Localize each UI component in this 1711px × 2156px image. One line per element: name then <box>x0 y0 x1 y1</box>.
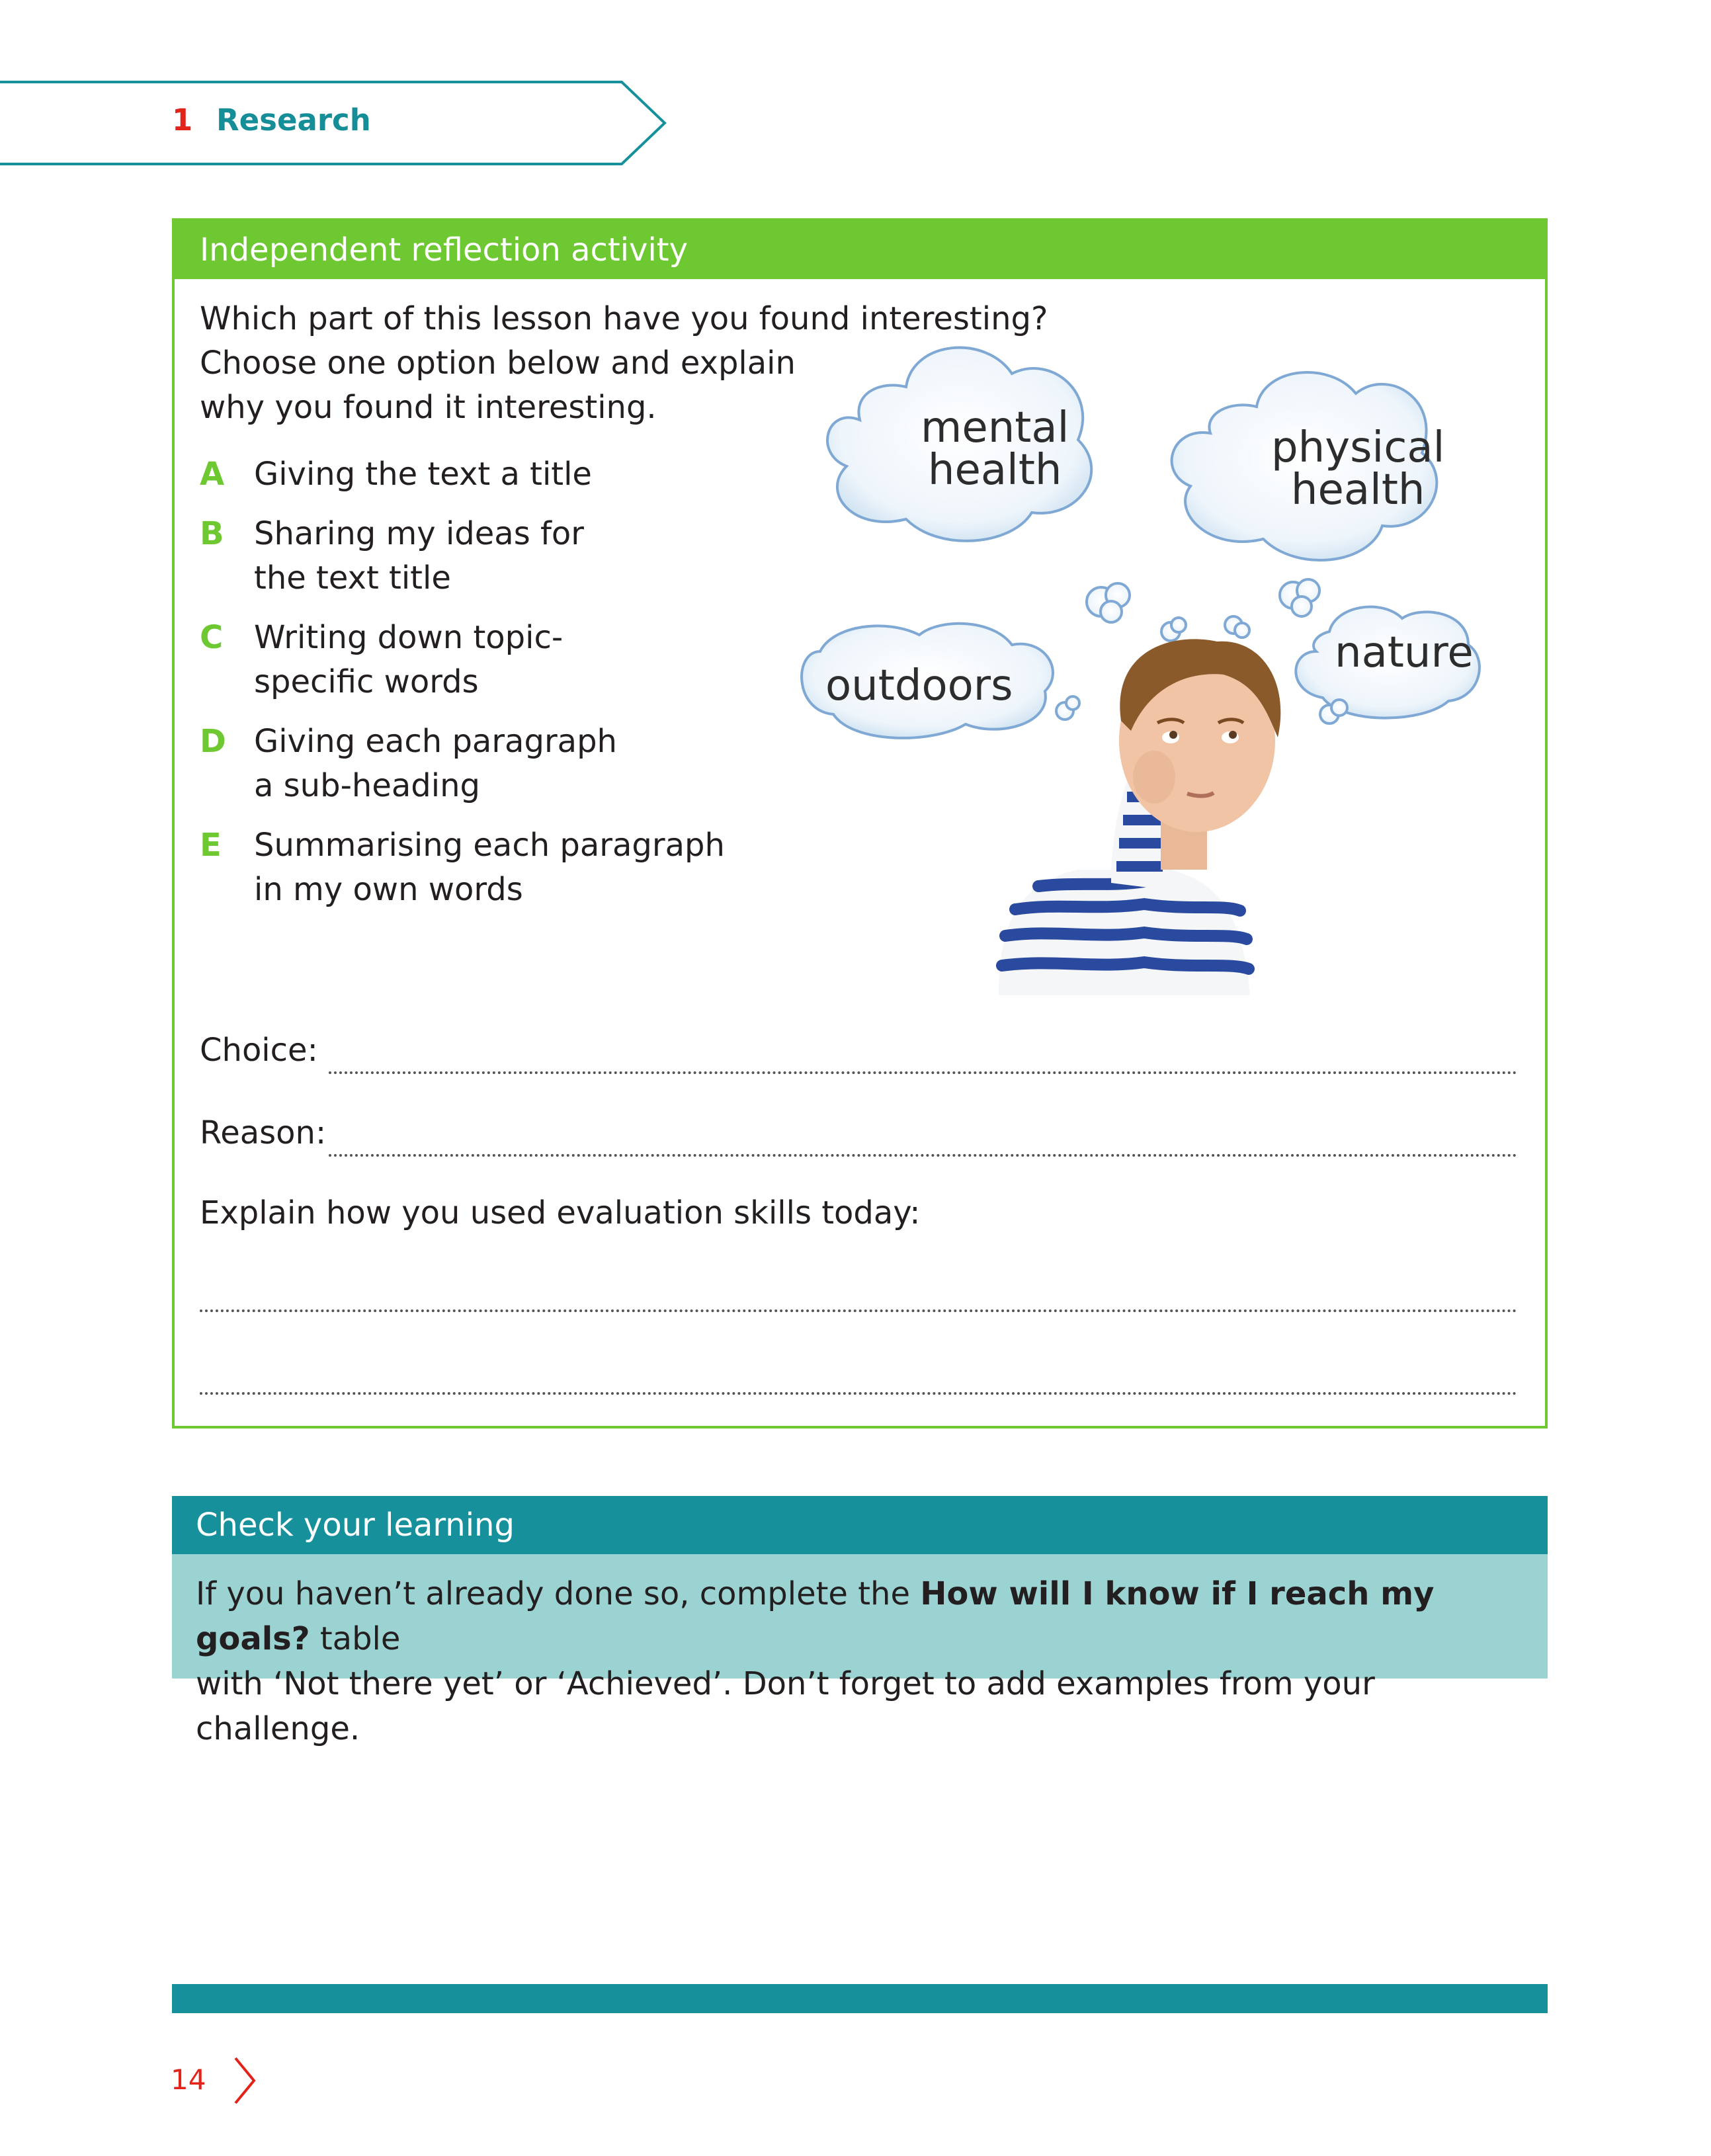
check-text-line-2: with ‘Not there yet’ or ‘Achieved’. Don’t forget to add examples from your challenge. <box>196 1665 1375 1747</box>
cloud-label-physical <box>1271 423 1445 515</box>
explain-answer-line[interactable] <box>200 1392 1517 1395</box>
option-letter: A <box>200 456 225 493</box>
reflection-header: Independent reflection activity <box>175 221 1545 279</box>
option-letter: E <box>200 827 222 864</box>
check-text-line-1 <box>196 1571 1524 1661</box>
page-number: 14 <box>171 2063 206 2096</box>
option-text-line: in my own words <box>254 871 523 908</box>
option-text-line: specific words <box>254 663 479 700</box>
check-learning-body <box>172 1554 1548 1747</box>
prompt-line: why you found it interesting. <box>200 389 657 426</box>
chapter-title: Research <box>216 103 371 138</box>
footer-bar <box>172 1984 1548 2013</box>
cloud-text-line: physical <box>1271 423 1445 472</box>
option-text <box>254 616 730 704</box>
option-text-line: Giving the text a title <box>254 456 592 493</box>
option-letter: C <box>200 619 224 656</box>
option-text-line: the text title <box>254 560 451 597</box>
cloud-text-line: mental <box>921 403 1069 452</box>
check-learning-header: Check your learning <box>172 1496 1548 1554</box>
chapter-number: 1 <box>172 103 193 138</box>
option-letter: D <box>200 723 226 760</box>
explain-answer-line[interactable] <box>200 1309 1517 1312</box>
cloud-text-line: health <box>927 446 1062 495</box>
option-letter: B <box>200 515 224 552</box>
reason-answer-line[interactable] <box>329 1154 1517 1157</box>
option-text-line: Sharing my ideas for <box>254 515 584 552</box>
prompt-line: Choose one option below and explain <box>200 345 796 382</box>
option-text-line: Summarising each paragraph <box>254 827 725 864</box>
explain-line-1 <box>200 1272 1517 1312</box>
choice-label: Choice: <box>200 1032 318 1069</box>
cloud-label-outdoors: outdoors <box>825 661 1013 710</box>
option-text <box>254 823 730 912</box>
option-text-line: Writing down topic- <box>254 619 563 656</box>
option-text <box>254 512 730 601</box>
option-text-line: Giving each paragraph <box>254 723 617 760</box>
chapter-heading <box>172 103 371 138</box>
thinking-boy-illustration <box>800 341 1495 995</box>
option-text <box>254 720 730 808</box>
cloud-label-mental <box>921 403 1069 495</box>
choice-answer-line[interactable] <box>329 1071 1517 1074</box>
reason-row <box>200 1114 1517 1157</box>
reason-label: Reason: <box>200 1114 327 1151</box>
explain-line-2 <box>200 1355 1517 1395</box>
cloud-label-nature: nature <box>1335 628 1474 677</box>
choice-row <box>200 1034 1517 1074</box>
check-text: If you haven’t already done so, complete the <box>196 1575 921 1612</box>
goals-table-reference: How will I know if I reach my goals? <box>196 1575 1435 1657</box>
chevron-right-icon <box>231 2055 258 2106</box>
option-text <box>254 452 730 497</box>
check-text: table <box>310 1620 401 1657</box>
option-text-line: a sub-heading <box>254 767 480 804</box>
prompt-line: Which part of this lesson have you found interesting? <box>200 300 1048 337</box>
cloud-text-line: health <box>1290 466 1425 515</box>
explain-label: Explain how you used evaluation skills today: <box>200 1194 921 1231</box>
